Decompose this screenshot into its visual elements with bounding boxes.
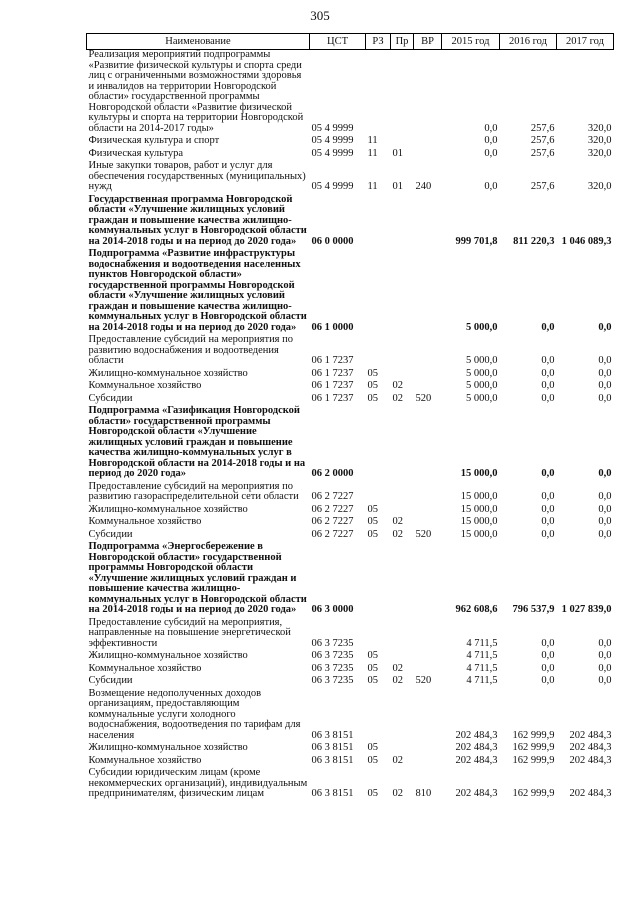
cell-2017: 0,0 [598,637,612,649]
cell-cst: 06 0 0000 [311,235,354,247]
cell-vr [414,149,442,162]
cell-2016: 0,0 [541,662,555,674]
cell-2016: 0,0 [541,516,555,527]
cell-2016: 796 537,9 [512,604,555,615]
header-2015: 2015 год [442,34,500,50]
cell-2015: 15 000,0 [460,491,498,502]
cell-2017: 202 484,3 [569,754,612,766]
table-row [87,651,614,664]
cell-cst: 06 2 7227 [311,528,354,540]
cell-rz: 05 [367,528,378,540]
cell-2015: 4 711,5 [466,675,498,686]
cell-2016: 0,0 [541,392,555,404]
cell-2015: 202 484,3 [455,742,498,753]
cell-rz [366,50,391,137]
cell-2015: 4 711,5 [466,662,498,674]
cell-name: Государственная программа Новгородской области «Улучшение жилищных условий граждан и повышение качества жилищно-коммунальных услуг в Новгородской области на 2014-2018 годы и на период до 2020 года» [88,193,307,247]
header-name: Наименование [87,34,310,50]
cell-2017: 320,0 [587,181,612,192]
cell-rz: 05 [367,788,378,799]
cell-2016: 0,0 [541,637,555,649]
cell-2015: 5 000,0 [466,380,498,391]
cell-rz: 05 [367,675,378,686]
cell-2016: 0,0 [541,675,555,686]
header-2017: 2017 год [557,34,614,50]
cell-2017: 0,0 [598,321,612,333]
cell-2016: 0,0 [541,491,555,502]
cell-cst: 06 1 7237 [311,392,354,404]
cell-vr [414,50,442,137]
cell-2017: 0,0 [598,491,612,502]
cell-name: Жилищно-коммунальное хозяйство [88,503,248,515]
cell-cst: 06 2 7227 [311,503,354,515]
table-row [87,743,614,756]
table-row [87,335,614,369]
cell-2015: 202 484,3 [455,729,498,741]
cell-2017: 0,0 [598,468,612,479]
cell-2015: 4 711,5 [466,637,498,649]
cell-pr: 01 [392,147,403,159]
cell-2015: 5 000,0 [466,321,498,333]
cell-2015: 4 711,5 [466,650,498,661]
cell-cst: 06 3 0000 [311,604,354,615]
cell-pr [391,743,414,756]
cell-vr: 520 [415,528,432,540]
cell-rz: 05 [367,367,378,379]
cell-2015: 15 000,0 [460,528,498,540]
cell-rz: 05 [367,754,378,766]
cell-pr [391,482,414,505]
cell-2017: 0,0 [598,528,612,540]
cell-name: Жилищно-коммунальное хозяйство [88,742,248,753]
cell-2015: 15 000,0 [460,468,498,479]
cell-2016: 0,0 [541,321,555,333]
cell-pr: 02 [392,675,403,686]
cell-2016: 0,0 [541,650,555,661]
cell-2016: 162 999,9 [512,729,555,741]
header-pr: Пр [391,34,414,50]
cell-2016: 162 999,9 [512,742,555,753]
cell-pr: 02 [392,528,403,540]
table-row [87,406,614,482]
header-rz: РЗ [366,34,391,50]
cell-2015: 0,0 [484,147,498,159]
table-row [87,618,614,652]
cell-2015: 5 000,0 [466,367,498,379]
cell-rz: 05 [367,742,378,753]
cell-vr [414,136,442,149]
cell-pr: 02 [392,754,403,766]
cell-vr [414,542,442,618]
cell-rz: 05 [367,380,378,391]
cell-cst: 06 1 7237 [311,355,354,366]
cell-2017: 0,0 [598,662,612,674]
cell-pr [391,618,414,652]
cell-pr [391,50,414,137]
cell-2015: 202 484,3 [455,788,498,799]
cell-name: Физическая культура [88,147,184,159]
cell-cst: 06 1 0000 [311,321,354,333]
cell-2016: 0,0 [541,380,555,391]
cell-2017: 320,0 [587,135,612,146]
cell-pr [391,136,414,149]
cell-rz: 11 [367,135,378,146]
cell-2017: 320,0 [587,147,612,159]
cell-2017: 0,0 [598,675,612,686]
cell-pr: 02 [392,392,403,404]
cell-2017: 0,0 [598,355,612,366]
cell-2015: 15 000,0 [460,503,498,515]
cell-2017: 320,0 [587,122,612,134]
cell-rz [366,249,391,335]
cell-pr [391,249,414,335]
cell-2016: 257,6 [530,147,555,159]
cell-cst: 06 3 7235 [311,675,354,686]
cell-pr [391,651,414,664]
cell-vr [414,756,442,769]
cell-2015: 5 000,0 [466,355,498,366]
cell-rz: 05 [367,516,378,527]
cell-2016: 162 999,9 [512,788,555,799]
cell-name: Жилищно-коммунальное хозяйство [88,367,248,379]
cell-rz: 05 [367,392,378,404]
cell-cst: 05 4 9999 [311,181,354,192]
table-row [87,195,614,250]
table-row [87,517,614,530]
cell-2017: 202 484,3 [569,788,612,799]
cell-2015: 0,0 [484,122,498,134]
cell-2017: 0,0 [598,516,612,527]
cell-name: Субсидии [88,392,133,404]
cell-pr [391,542,414,618]
cell-2017: 0,0 [598,503,612,515]
cell-2015: 15 000,0 [460,516,498,527]
cell-cst: 06 3 8151 [311,788,354,799]
cell-vr [414,369,442,382]
cell-vr [414,517,442,530]
table-row [87,249,614,335]
cell-2017: 0,0 [598,380,612,391]
budget-table [86,33,614,802]
cell-2016: 162 999,9 [512,754,555,766]
table-row [87,542,614,618]
cell-vr: 520 [415,675,432,686]
cell-vr [414,689,442,744]
cell-name: Возмещение недополученных доходов организациям, предоставляющим коммунальные услуги холодного водоснабжения, водоотведения по тарифам для населения [88,687,301,741]
cell-rz [366,482,391,505]
cell-pr [391,406,414,482]
cell-2017: 1 046 089,3 [561,235,612,247]
cell-2015: 5 000,0 [466,392,498,404]
cell-rz: 05 [367,650,378,661]
cell-cst: 06 3 8151 [311,742,354,753]
cell-2016: 0,0 [541,367,555,379]
cell-rz: 05 [367,503,378,515]
page-number: 305 [310,8,330,23]
cell-2017: 0,0 [598,392,612,404]
cell-2016: 257,6 [530,181,555,192]
table-row [87,136,614,149]
cell-2017: 202 484,3 [569,729,612,741]
table-row [87,161,614,195]
cell-name: Субсидии [88,675,133,686]
cell-cst: 05 4 9999 [311,122,354,134]
cell-2016: 0,0 [541,528,555,540]
cell-name: Коммунальное хозяйство [88,516,202,527]
cell-pr [391,195,414,250]
cell-2015: 202 484,3 [455,754,498,766]
cell-vr: 520 [415,392,432,404]
table-row [87,381,614,394]
cell-name: Предоставление субсидий на мероприятия по развитию газораспределительной сети области [88,480,299,502]
table-row [87,50,614,137]
table-row [87,482,614,505]
header-2016: 2016 год [500,34,557,50]
cell-2017: 0,0 [598,367,612,379]
cell-pr: 02 [392,788,403,799]
cell-name: Предоставление субсидий на мероприятия по развитию водоснабжения и водоотведения области [88,334,294,366]
cell-2017: 0,0 [598,650,612,661]
cell-vr [414,249,442,335]
cell-pr: 02 [392,380,403,391]
cell-rz: 11 [367,147,378,159]
cell-2016: 0,0 [541,355,555,366]
cell-cst: 06 3 7235 [311,650,354,661]
cell-cst: 06 2 7227 [311,491,354,502]
cell-name: Физическая культура и спорт [88,135,220,146]
cell-rz [366,406,391,482]
cell-cst: 05 4 9999 [311,135,354,146]
cell-name: Субсидии юридическим лицам (кроме некоммерческих организаций), индивидуальным предпринимателям, физическим лицам [88,767,308,799]
cell-vr [414,381,442,394]
cell-cst: 06 3 7235 [311,637,354,649]
cell-name: Подпрограмма «Газификация Новгородской области» государственной программы Новгородской области «Улучшение жилищных условий граждан и повышение качества жилищно-коммунальных услуг в Новгородской области на 2014-2018 годы и на период до 2020 года» [88,405,306,479]
cell-2016: 257,6 [530,135,555,146]
cell-name: Субсидии [88,528,133,540]
cell-2015: 962 608,6 [455,604,498,615]
cell-2016: 811 220,3 [513,235,555,247]
cell-name: Коммунальное хозяйство [88,754,202,766]
cell-cst: 06 1 7237 [311,367,354,379]
cell-name: Коммунальное хозяйство [88,662,202,674]
cell-vr [414,406,442,482]
cell-pr: 02 [392,662,403,674]
cell-vr: 810 [415,788,432,799]
cell-rz: 05 [367,662,378,674]
cell-rz [366,618,391,652]
cell-2017: 202 484,3 [569,742,612,753]
cell-vr [414,618,442,652]
cell-pr [391,689,414,744]
cell-pr: 02 [392,516,403,527]
table-header-row [87,34,614,50]
cell-name: Подпрограмма «Развитие инфраструктуры водоснабжения и водоотведения населенных пунктов Новгородской области» государственной программы Новгородской области «Улучшение жилищных условий граждан и повышение качества жилищно-коммунальных услуг в Новгородской области на 2014-2018 годы и на период до 2020 года» [88,248,307,333]
cell-cst: 06 3 7235 [311,662,354,674]
cell-2016: 0,0 [541,503,555,515]
cell-pr: 01 [392,181,403,192]
cell-vr: 240 [415,181,432,192]
table-row [87,768,614,802]
cell-name: Иные закупки товаров, работ и услуг для обеспечения государственных (муниципальных) нужд [88,160,306,192]
cell-cst: 05 4 9999 [311,147,354,159]
cell-name: Предоставление субсидий на мероприятия, направленные на повышение энергетической эффективности [88,616,291,649]
cell-vr [414,651,442,664]
header-cst: ЦСТ [310,34,366,50]
cell-vr [414,195,442,250]
cell-vr [414,505,442,518]
cell-cst: 06 3 8151 [311,729,354,741]
cell-cst: 06 3 8151 [311,754,354,766]
cell-name: Жилищно-коммунальное хозяйство [88,650,248,661]
table-row [87,689,614,744]
cell-cst: 06 2 0000 [311,468,354,479]
cell-cst: 06 2 7227 [311,516,354,527]
cell-pr [391,335,414,369]
cell-vr [414,335,442,369]
cell-vr [414,743,442,756]
cell-name: Коммунальное хозяйство [88,380,202,391]
cell-2015: 0,0 [484,135,498,146]
cell-name: Подпрограмма «Энергосбережение в Новгородской области» государственной программы Новгородской области «Улучшение жилищных условий граждан и повышение качества жилищно-коммунальных услуг в Новгородской области на 2014-2018 годы и на период до 2020 года» [88,541,307,615]
cell-2017: 1 027 839,0 [561,604,612,615]
cell-cst: 06 1 7237 [311,380,354,391]
cell-rz [366,689,391,744]
cell-rz [366,335,391,369]
cell-2016: 0,0 [541,468,555,479]
cell-rz: 11 [367,181,378,192]
cell-vr [414,482,442,505]
cell-rz [366,542,391,618]
header-vr: ВР [414,34,442,50]
cell-2016: 257,6 [530,122,555,134]
cell-2015: 0,0 [484,181,498,192]
cell-rz [366,195,391,250]
table-body [87,50,614,802]
cell-name: Реализация мероприятий подпрограммы «Развитие физической культуры и спорта среди лиц с ограниченными возможностями здоровья и инвалидов на территории Новгородской области» государственной программы Новгородской области «Развитие физической культуры и спорта на территории Новгородской области на 2014-2017 годы» [88,49,304,134]
table-row [87,676,614,689]
cell-2015: 999 701,8 [455,235,498,247]
